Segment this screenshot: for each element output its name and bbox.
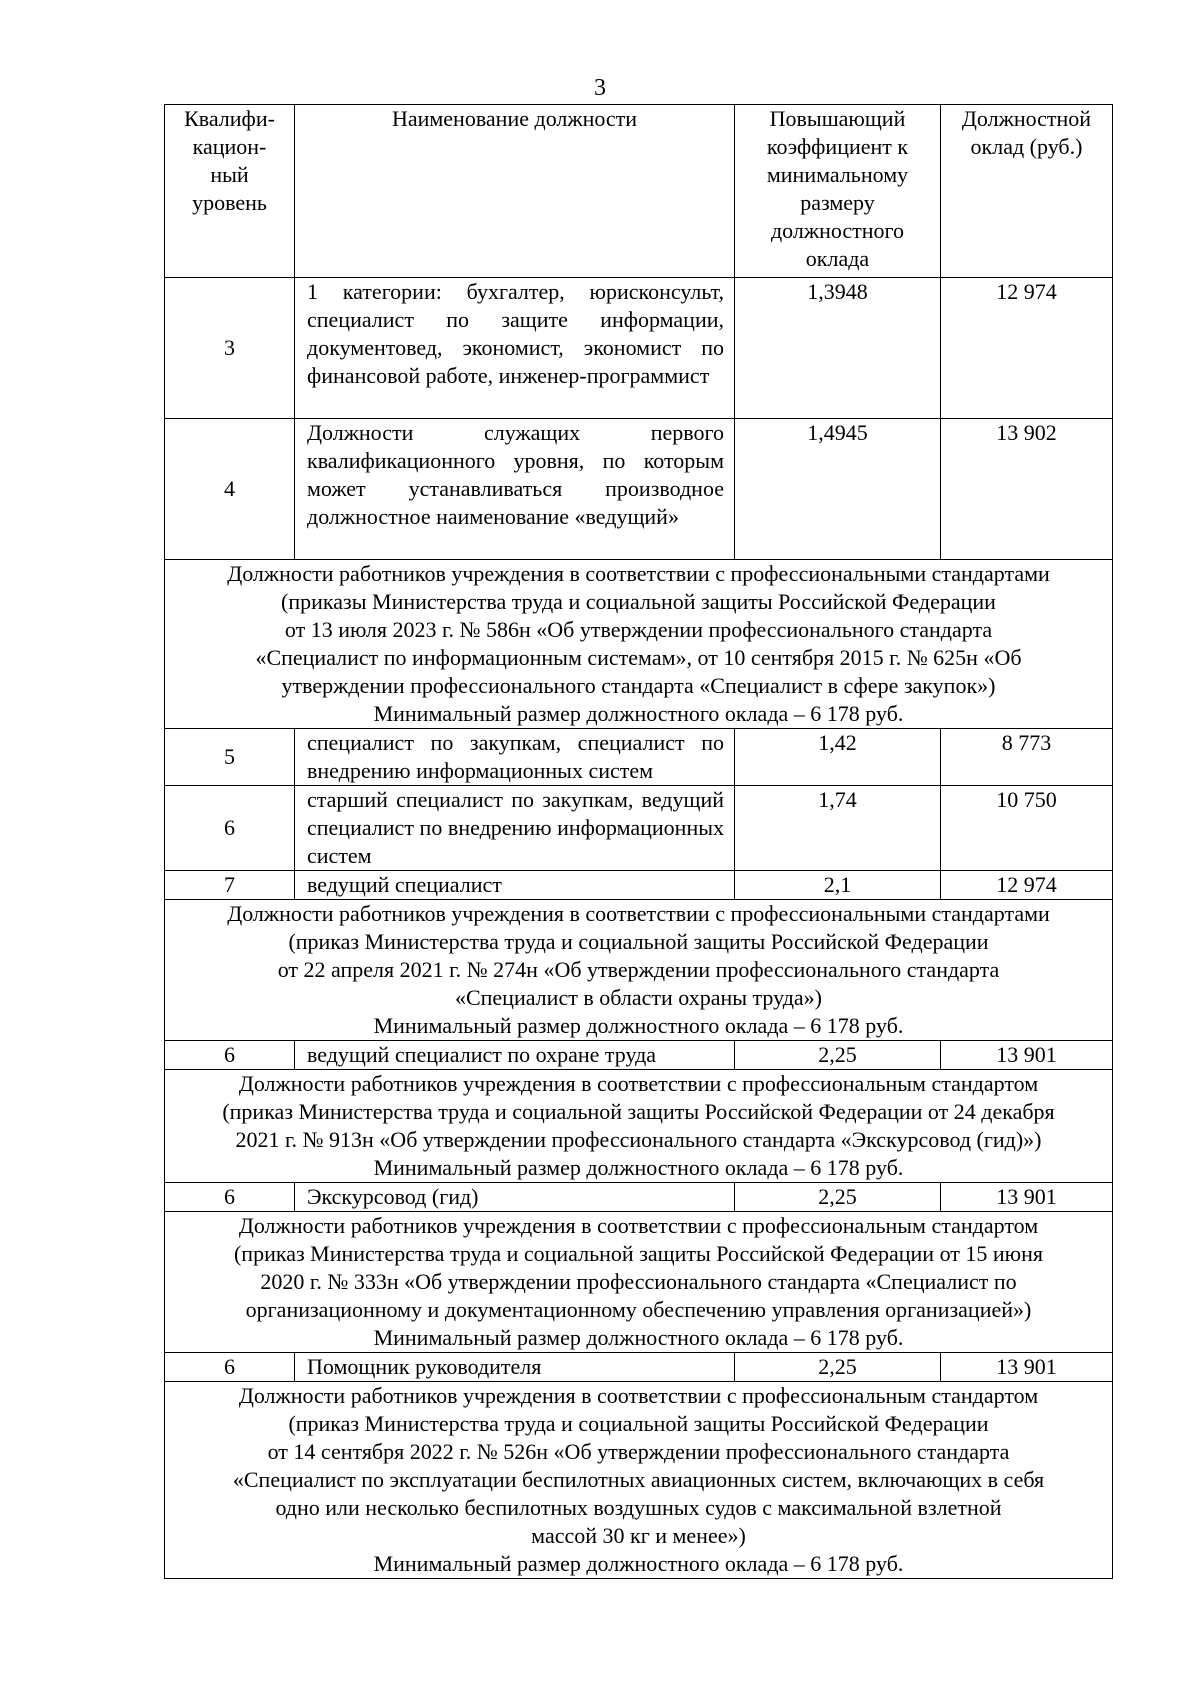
section-header xyxy=(165,1212,1113,1353)
header-level-line: кацион- xyxy=(192,134,267,159)
row-coefficient: 1,42 xyxy=(735,729,941,786)
row-level: 7 xyxy=(165,871,295,900)
row-salary: 13 901 xyxy=(941,1353,1113,1382)
header-salary-line: оклад (руб.) xyxy=(970,134,1083,159)
row-salary: 13 901 xyxy=(941,1183,1113,1212)
section-line: (приказы Министерства труда и социальной защиты Российской Федерации xyxy=(281,589,996,614)
row-salary: 8 773 xyxy=(941,729,1113,786)
header-position-name: Наименование должности xyxy=(295,105,735,278)
section-line: Минимальный размер должностного оклада – 6 178 руб. xyxy=(373,1551,904,1576)
section-line: (приказ Министерства труда и социальной защиты Российской Федерации от 24 декабря xyxy=(222,1099,1055,1124)
row-level: 4 xyxy=(165,419,295,560)
section-line: Минимальный размер должностного оклада – 6 178 руб. xyxy=(373,1013,904,1038)
section-header xyxy=(165,900,1113,1041)
section-line: от 22 апреля 2021 г. № 274н «Об утверждении профессионального стандарта xyxy=(277,957,1000,982)
section-line: Минимальный размер должностного оклада – 6 178 руб. xyxy=(373,1325,904,1350)
row-salary: 10 750 xyxy=(941,786,1113,871)
header-coefficient-line: минимальному xyxy=(766,162,909,187)
header-level-line: уровень xyxy=(192,190,267,215)
row-coefficient: 2,25 xyxy=(735,1353,941,1382)
row-salary: 12 974 xyxy=(941,871,1113,900)
table-row xyxy=(165,729,1113,786)
section-header xyxy=(165,1382,1113,1579)
header-coefficient-line: коэффициент к xyxy=(766,134,909,159)
row-coefficient: 2,25 xyxy=(735,1041,941,1070)
table-row xyxy=(165,786,1113,871)
section-header-row xyxy=(165,1212,1113,1353)
section-header xyxy=(165,560,1113,729)
section-line: Минимальный размер должностного оклада – 6 178 руб. xyxy=(373,1155,904,1180)
section-line: Должности работников учреждения в соответствии с профессиональным стандартом xyxy=(238,1213,1039,1238)
table-header-row xyxy=(165,105,1113,278)
section-line: Должности работников учреждения в соответствии с профессиональными стандартами xyxy=(227,901,1050,926)
section-header-row xyxy=(165,560,1113,729)
table-row xyxy=(165,1041,1113,1070)
row-position-name: старший специалист по закупкам, ведущий специалист по внедрению информационных систем xyxy=(295,786,735,871)
header-coefficient-line: размеру xyxy=(800,190,875,215)
header-level-line: ный xyxy=(210,162,249,187)
row-level: 6 xyxy=(165,1041,295,1070)
row-coefficient: 1,3948 xyxy=(735,278,941,419)
section-line: утверждении профессионального стандарта «Специалист в сфере закупок») xyxy=(281,673,996,698)
section-line: (приказ Министерства труда и социальной защиты Российской Федерации от 15 июня xyxy=(233,1241,1044,1266)
section-line: Должности работников учреждения в соответствии с профессиональным стандартом xyxy=(238,1071,1039,1096)
section-line: Должности работников учреждения в соответствии с профессиональными стандартами xyxy=(227,561,1050,586)
section-header-row xyxy=(165,1070,1113,1183)
header-coefficient-line: оклада xyxy=(805,246,870,271)
row-salary: 12 974 xyxy=(941,278,1113,419)
page-number: 3 xyxy=(594,75,606,101)
section-line: организационному и документационному обеспечению управления организацией») xyxy=(245,1297,1032,1322)
section-line: от 13 июля 2023 г. № 586н «Об утверждении профессионального стандарта xyxy=(284,617,993,642)
row-level: 6 xyxy=(165,1183,295,1212)
section-line: «Специалист по информационным системам», от 10 сентября 2015 г. № 625н «Об xyxy=(255,645,1022,670)
section-header-row xyxy=(165,1382,1113,1579)
row-position-name: Помощник руководителя xyxy=(295,1353,735,1382)
section-header-row xyxy=(165,900,1113,1041)
row-level: 5 xyxy=(165,729,295,786)
row-coefficient: 1,4945 xyxy=(735,419,941,560)
row-coefficient: 2,25 xyxy=(735,1183,941,1212)
header-level xyxy=(165,105,295,278)
section-header xyxy=(165,1070,1113,1183)
section-line: массой 30 кг и менее») xyxy=(531,1523,746,1548)
table-row xyxy=(165,871,1113,900)
row-position-name: ведущий специалист xyxy=(295,871,735,900)
row-salary: 13 901 xyxy=(941,1041,1113,1070)
section-line: «Специалист в области охраны труда») xyxy=(454,985,823,1010)
section-line: от 14 сентября 2022 г. № 526н «Об утверждении профессионального стандарта xyxy=(267,1439,1010,1464)
section-line: (приказ Министерства труда и социальной защиты Российской Федерации xyxy=(288,929,989,954)
section-line: Минимальный размер должностного оклада – 6 178 руб. xyxy=(373,701,904,726)
header-level-line: Квалифи- xyxy=(184,106,275,131)
table-row xyxy=(165,1183,1113,1212)
row-position-name: специалист по закупкам, специалист по внедрению информационных систем xyxy=(295,729,735,786)
row-position-name: Должности служащих первого квалификационного уровня, по которым может устанавливаться производное должностное наименование «ведущий» xyxy=(295,419,735,560)
section-line: «Специалист по эксплуатации беспилотных авиационных систем, включающих в себя xyxy=(232,1467,1045,1492)
row-coefficient: 2,1 xyxy=(735,871,941,900)
row-coefficient: 1,74 xyxy=(735,786,941,871)
section-line: (приказ Министерства труда и социальной защиты Российской Федерации xyxy=(288,1411,989,1436)
header-salary xyxy=(941,105,1113,278)
header-coefficient xyxy=(735,105,941,278)
table-row xyxy=(165,278,1113,419)
header-coefficient-line: Повышающий xyxy=(769,106,906,131)
section-line: 2021 г. № 913н «Об утверждении профессионального стандарта «Экскурсовод (гид)») xyxy=(235,1127,1042,1152)
row-position-name: 1 категории: бухгалтер, юрисконсульт, специалист по защите информации, документовед, экономист, экономист по финансовой работе, инженер-программист xyxy=(295,278,735,419)
row-position-name: Экскурсовод (гид) xyxy=(295,1183,735,1212)
row-level: 6 xyxy=(165,1353,295,1382)
header-salary-line: Должностной xyxy=(961,106,1092,131)
table-row xyxy=(165,1353,1113,1382)
row-level: 3 xyxy=(165,278,295,419)
row-salary: 13 902 xyxy=(941,419,1113,560)
row-position-name: ведущий специалист по охране труда xyxy=(295,1041,735,1070)
section-line: 2020 г. № 333н «Об утверждении профессионального стандарта «Специалист по xyxy=(260,1269,1017,1294)
section-line: Должности работников учреждения в соответствии с профессиональным стандартом xyxy=(238,1383,1039,1408)
row-level: 6 xyxy=(165,786,295,871)
section-line: одно или несколько беспилотных воздушных судов с максимальной взлетной xyxy=(275,1495,1002,1520)
table-row xyxy=(165,419,1113,560)
salary-table xyxy=(164,104,1113,1579)
header-coefficient-line: должностного xyxy=(770,218,905,243)
